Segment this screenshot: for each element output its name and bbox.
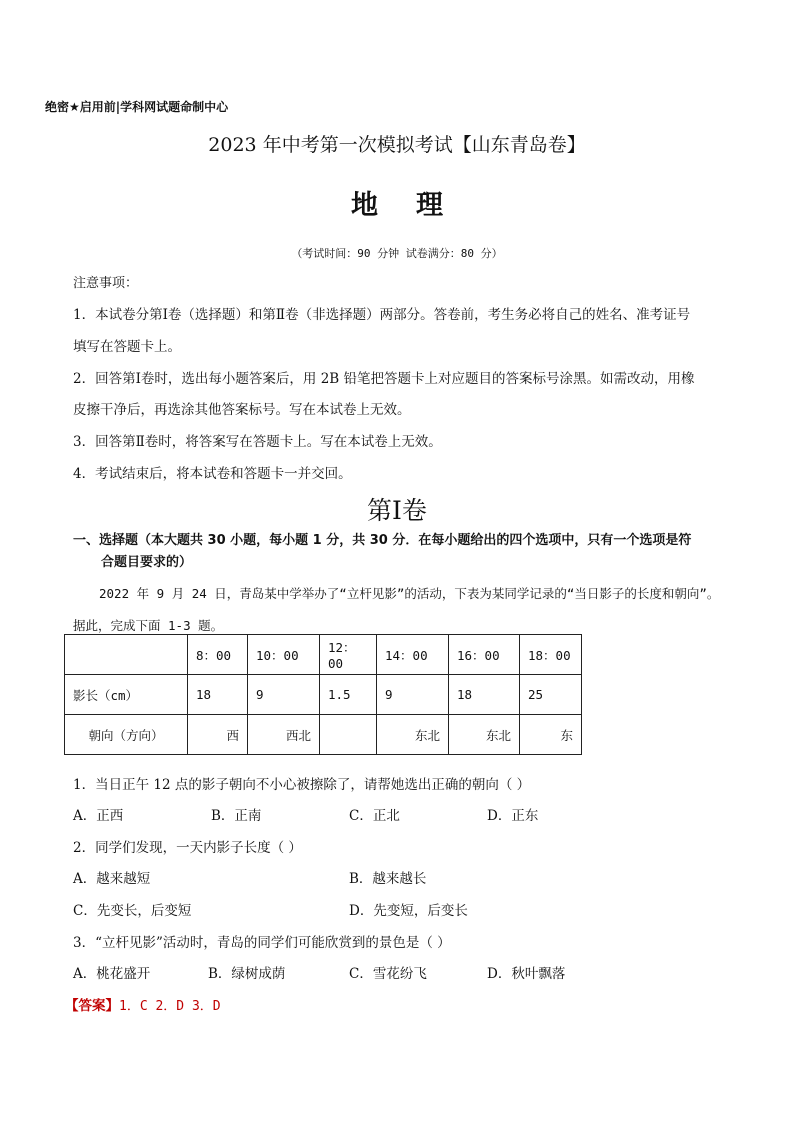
question-3-stem: 3．“立杆见影”活动时，青岛的同学们可能欣赏到的景色是（ ） bbox=[73, 935, 451, 951]
table-cell: 1.5 bbox=[320, 675, 377, 715]
confidential-label: 绝密★启用前|学科网试题命制中心 bbox=[45, 100, 229, 114]
table-cell: 东北 bbox=[377, 715, 449, 755]
question-3-option-d: D．秋叶飘落 bbox=[487, 966, 566, 982]
table-cell: 9 bbox=[377, 675, 449, 715]
table-cell: 25 bbox=[520, 675, 582, 715]
table-cell: 东 bbox=[520, 715, 582, 755]
table-cell: 18：00 bbox=[520, 635, 582, 675]
table-cell: 18 bbox=[188, 675, 248, 715]
section-title: 一、选择题（本大题共 30 小题，每小题 1 分，共 30 分．在每小题给出的四个选项中，只有一个选项是符 bbox=[73, 533, 692, 548]
table-cell: 18 bbox=[449, 675, 520, 715]
notice-item-2: 2．回答第Ⅰ卷时，选出每小题答案后，用 2B 铅笔把答题卡上对应题目的答案标号涂黑。如需改动，用橡 bbox=[73, 371, 695, 387]
question-3-option-b: B．绿树成荫 bbox=[208, 966, 286, 982]
volume-heading: 第Ⅰ卷 bbox=[367, 496, 427, 525]
notice-item-4: 4．考试结束后，将本试卷和答题卡一并交回。 bbox=[73, 466, 352, 482]
question-1-option-c: C．正北 bbox=[349, 808, 400, 824]
question-2-option-a: A．越来越短 bbox=[73, 871, 151, 887]
notice-heading: 注意事项： bbox=[73, 276, 139, 291]
question-1-option-d: D．正东 bbox=[487, 808, 539, 824]
table-cell: 西北 bbox=[248, 715, 320, 755]
question-2-option-c: C．先变长，后变短 bbox=[73, 903, 192, 919]
answer-value: 1．C 2．D 3．D bbox=[119, 999, 221, 1014]
shadow-table bbox=[64, 634, 582, 755]
question-2-stem: 2．同学们发现，一天内影子长度（ ） bbox=[73, 840, 302, 856]
notice-item-1-cont: 填写在答题卡上。 bbox=[73, 339, 181, 355]
table-cell: 8：00 bbox=[188, 635, 248, 675]
question-1-option-a: A．正西 bbox=[73, 808, 124, 824]
table-cell: 10：00 bbox=[248, 635, 320, 675]
table-cell: 朝向（方向） bbox=[65, 715, 188, 755]
table-row bbox=[65, 715, 582, 755]
question-3-option-a: A．桃花盛开 bbox=[73, 966, 151, 982]
notice-item-3: 3．回答第Ⅱ卷时，将答案写在答题卡上。写在本试卷上无效。 bbox=[73, 434, 442, 450]
answer-line bbox=[65, 994, 221, 1014]
table-header-row bbox=[65, 635, 582, 675]
table-cell: 西 bbox=[188, 715, 248, 755]
question-1-option-b: B．正南 bbox=[211, 808, 262, 824]
table-row bbox=[65, 675, 582, 715]
exam-title: 2023 年中考第一次模拟考试【山东青岛卷】 bbox=[208, 134, 586, 156]
question-3-option-c: C．雪花纷飞 bbox=[349, 966, 427, 982]
table-cell: 16：00 bbox=[449, 635, 520, 675]
table-cell bbox=[65, 635, 188, 675]
notice-item-1: 1．本试卷分第Ⅰ卷（选择题）和第Ⅱ卷（非选择题）两部分。答卷前，考生务必将自己的姓名、准考证号 bbox=[73, 307, 691, 323]
exam-info: （考试时间：90 分钟 试卷满分：80 分） bbox=[291, 247, 503, 260]
table-cell bbox=[320, 715, 377, 755]
question-1-stem: 1．当日正午 12 点的影子朝向不小心被擦除了，请帮她选出正确的朝向（ ） bbox=[73, 777, 531, 793]
section-title-cont: 合题目要求的） bbox=[101, 555, 193, 570]
table-cell: 影长（cm） bbox=[65, 675, 188, 715]
subject-title: 地理 bbox=[351, 190, 481, 221]
table-cell: 9 bbox=[248, 675, 320, 715]
question-2-option-d: D．先变短，后变长 bbox=[349, 903, 468, 919]
table-cell: 12：00 bbox=[320, 635, 377, 675]
table-cell: 东北 bbox=[449, 715, 520, 755]
material-text: 2022 年 9 月 24 日，青岛某中学举办了“立杆见影”的活动，下表为某同学记录的“当日影子的长度和朝向”。据此，完成下面 1-3 题。 bbox=[73, 586, 720, 633]
notice-item-2-cont: 皮擦干净后，再选涂其他答案标号。写在本试卷上无效。 bbox=[73, 402, 411, 418]
answer-label: 【答案】 bbox=[65, 998, 119, 1014]
table-cell: 14：00 bbox=[377, 635, 449, 675]
question-2-option-b: B．越来越长 bbox=[349, 871, 427, 887]
